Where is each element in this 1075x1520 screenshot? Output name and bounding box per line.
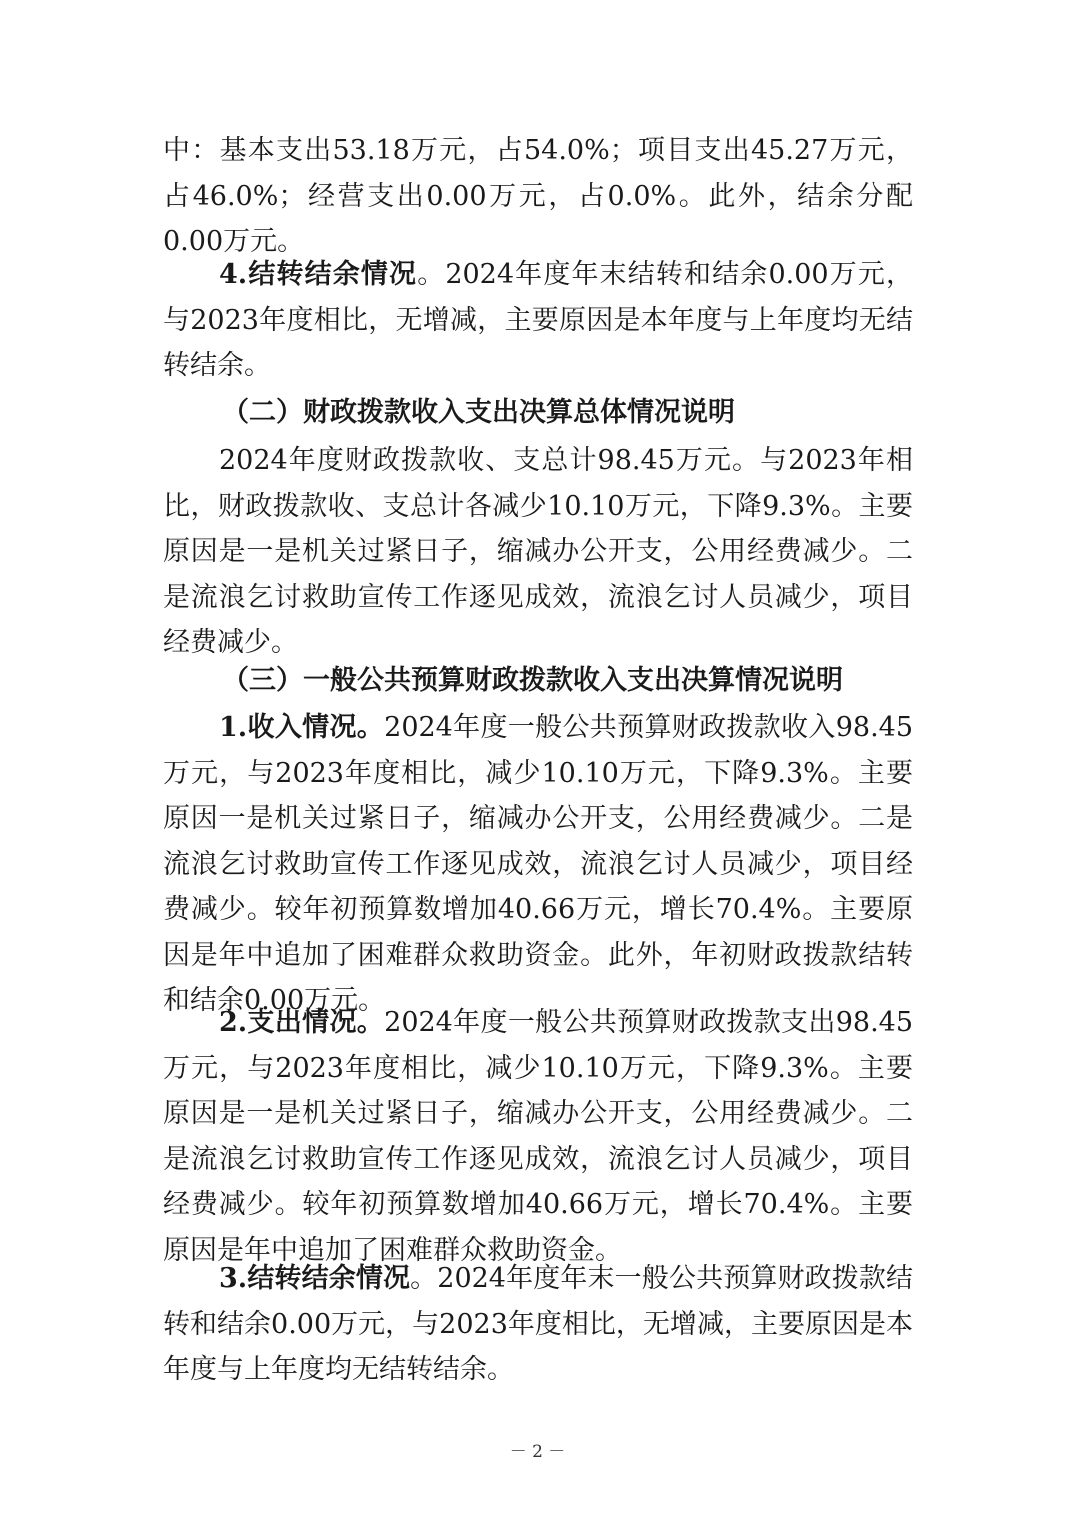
paragraph-text: 2024年度财政拨款收、支总计98.45万元。与2023年相比，财政拨款收、支总计各减少10.10万元，下降9.3%。主要原因是一是机关过紧日子，缩减办公开支，公用经费减少。二是流浪乞讨救助宣传工作逐见成效，流浪乞讨人员减少，项目经费减少。 — [163, 445, 913, 658]
paragraph-lead: 3.结转结余情况 — [219, 1263, 411, 1294]
paragraph-lead: 2.支出情况。 — [219, 1007, 385, 1038]
section-heading-3: （三）一般公共预算财政拨款收入支出决算情况说明 — [222, 665, 843, 696]
paragraph-text: 。2024年度年末结转和结余0.00万元，与2023年度相比，无增减，主要原因是本年度与上年度均无结转结余。 — [163, 259, 913, 381]
paragraph-text: 。2024年度年末一般公共预算财政拨款结转和结余0.00万元，与2023年度相比，无增减，主要原因是本年度与上年度均无结转结余。 — [163, 1263, 914, 1385]
paragraph-text: 中：基本支出53.18万元，占54.0%；项目支出45.27万元，占46.0%；经营支出0.00万元，占0.0%。此外，结余分配0.00万元。 — [163, 135, 913, 257]
paragraph-text: 2024年度一般公共预算财政拨款支出98.45万元，与2023年度相比，减少10.10万元，下降9.3%。主要原因是一是机关过紧日子，缩减办公开支，公用经费减少。二是流浪乞讨救助宣传工作逐见成效，流浪乞讨人员减少，项目经费减少。较年初预算数增加40.66万元，增长70.4%。主要原因是年中追加了困难群众救助资金。 — [163, 1007, 914, 1266]
section-heading-2: （二）财政拨款收入支出决算总体情况说明 — [222, 397, 735, 428]
paragraph-text: 2024年度一般公共预算财政拨款收入98.45万元，与2023年度相比，减少10.10万元，下降9.3%。主要原因一是机关过紧日子，缩减办公开支，公用经费减少。二是流浪乞讨救助宣传工作逐见成效，流浪乞讨人员减少，项目经费减少。较年初预算数增加40.66万元，增长70.4%。主要原因是年中追加了困难群众救助资金。此外，年初财政拨款结转和结余0.00万元。 — [163, 712, 914, 1016]
page-number: － 2 － — [509, 1442, 566, 1462]
paragraph-general-carryover — [163, 1256, 913, 1393]
paragraph-expenditure-breakdown — [163, 128, 913, 265]
paragraph-carryover-balance — [163, 252, 913, 389]
paragraph-income — [163, 705, 913, 1024]
paragraph-lead: 1.收入情况。 — [219, 712, 385, 743]
paragraph-expenditure — [163, 1000, 913, 1273]
paragraph-fiscal-overview — [163, 438, 913, 666]
paragraph-lead: 4.结转结余情况 — [219, 259, 418, 290]
